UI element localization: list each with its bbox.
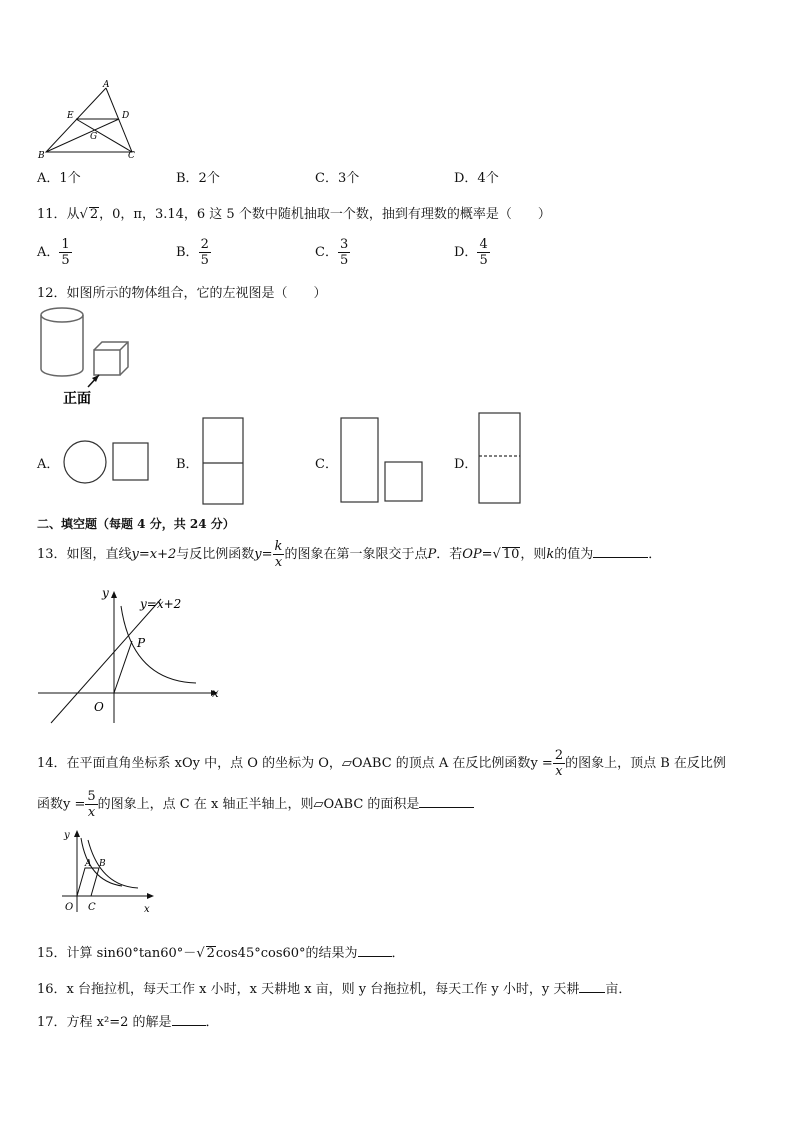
q13-origin-label: O [94,700,104,714]
question-11 [37,203,551,222]
q11-prefix: 11．从 [37,207,80,222]
q15-answer-blank [358,956,392,957]
solid-figure [36,305,136,410]
q10-option-a: A．1个 [37,171,81,186]
q12-option-b-label: B． [176,457,199,472]
q12-option-a-figure [60,438,152,488]
question-17: 17．方程 x²=2 的解是 ． [37,1015,219,1030]
q14-x-axis-label: x [144,904,150,915]
q12-option-c-figure [338,415,426,507]
q14-origin-label: O [65,902,74,913]
label-g: G [90,132,98,142]
q17-answer-blank [172,1025,206,1026]
q14-point-b-label: B [99,859,106,869]
q14-graph [52,826,160,916]
q10-option-c: C．3个 [315,171,360,186]
section-2-title: 二、填空题（每题 4 分，共 24 分） [37,517,235,531]
q11-option-d: D． $\frac{4}{5}$ [454,237,488,268]
question-13: 13．如图，直线y=x+2与反比例函数y= $\frac{k}{x}$ 的图象在第一象限交于点P．若OP=√ 10，则k的值为 ． [37,539,662,570]
q14-point-c-label: C [88,902,96,913]
q13-point-p-label: P [137,636,146,650]
q11-text: ，0，π，3.14，6 这 5 个数中随机抽取一个数，抽到有理数的概率是（ ） [99,207,551,222]
question-14-line-1: 14．在平面直角坐标系 xOy 中，点 O 的坐标为 O，▱OABC 的顶点 A 在反比例函数y = $\frac{2}{x}$ 的图象上，顶点 B 在反比例 [37,748,726,779]
q12-option-d-figure [476,410,524,506]
q14-y-axis-label: y [64,830,70,841]
q11-option-b: B． $\frac{2}{5}$ [176,237,209,268]
q12-option-b-figure [200,415,246,507]
question-12: 12．如图所示的物体组合，它的左视图是（ ） [37,286,327,301]
q12-option-d-label: D． [454,457,478,472]
question-14-line-2: 函数y = $\frac{5}{x}$ 的图象上，点 C 在 x 轴正半轴上，则▱OABC 的面积是 [37,789,474,820]
q10-option-d: D．4个 [454,171,499,186]
front-label: 正面 [63,391,91,407]
q11-option-a: A． $\frac{1}{5}$ [37,237,70,268]
q13-x-axis-label: x [212,686,219,700]
q13-answer-blank [593,557,648,558]
sqrt-2: √ 2 [79,207,99,222]
q10-option-b: B．2个 [176,171,220,186]
label-e: E [67,111,74,121]
label-a: A [103,80,110,90]
question-16: 16．x 台拖拉机，每天工作 x 小时，x 天耕地 x 亩，则 y 台拖拉机，每天工作 y 小时，y 天耕 亩． [37,982,632,997]
triangle-figure [36,78,140,160]
q14-point-a-label: A [85,859,92,869]
q13-graph [36,583,222,728]
q11-option-c: C． $\frac{3}{5}$ [315,237,349,268]
q12-option-c-label: C． [315,457,338,472]
label-b: B [38,151,45,160]
q16-answer-blank [579,992,605,993]
label-d: D [122,111,130,121]
q13-y-axis-label: y [102,586,109,600]
q13-line-label: y=x+2 [140,597,182,611]
label-c: C [128,151,135,160]
question-15: 15．计算 sin60°tan60°－√ 2cos45°cos60°的结果为 ． [37,946,405,961]
q12-option-a-label: A． [37,457,60,472]
q14-answer-blank [419,807,474,808]
